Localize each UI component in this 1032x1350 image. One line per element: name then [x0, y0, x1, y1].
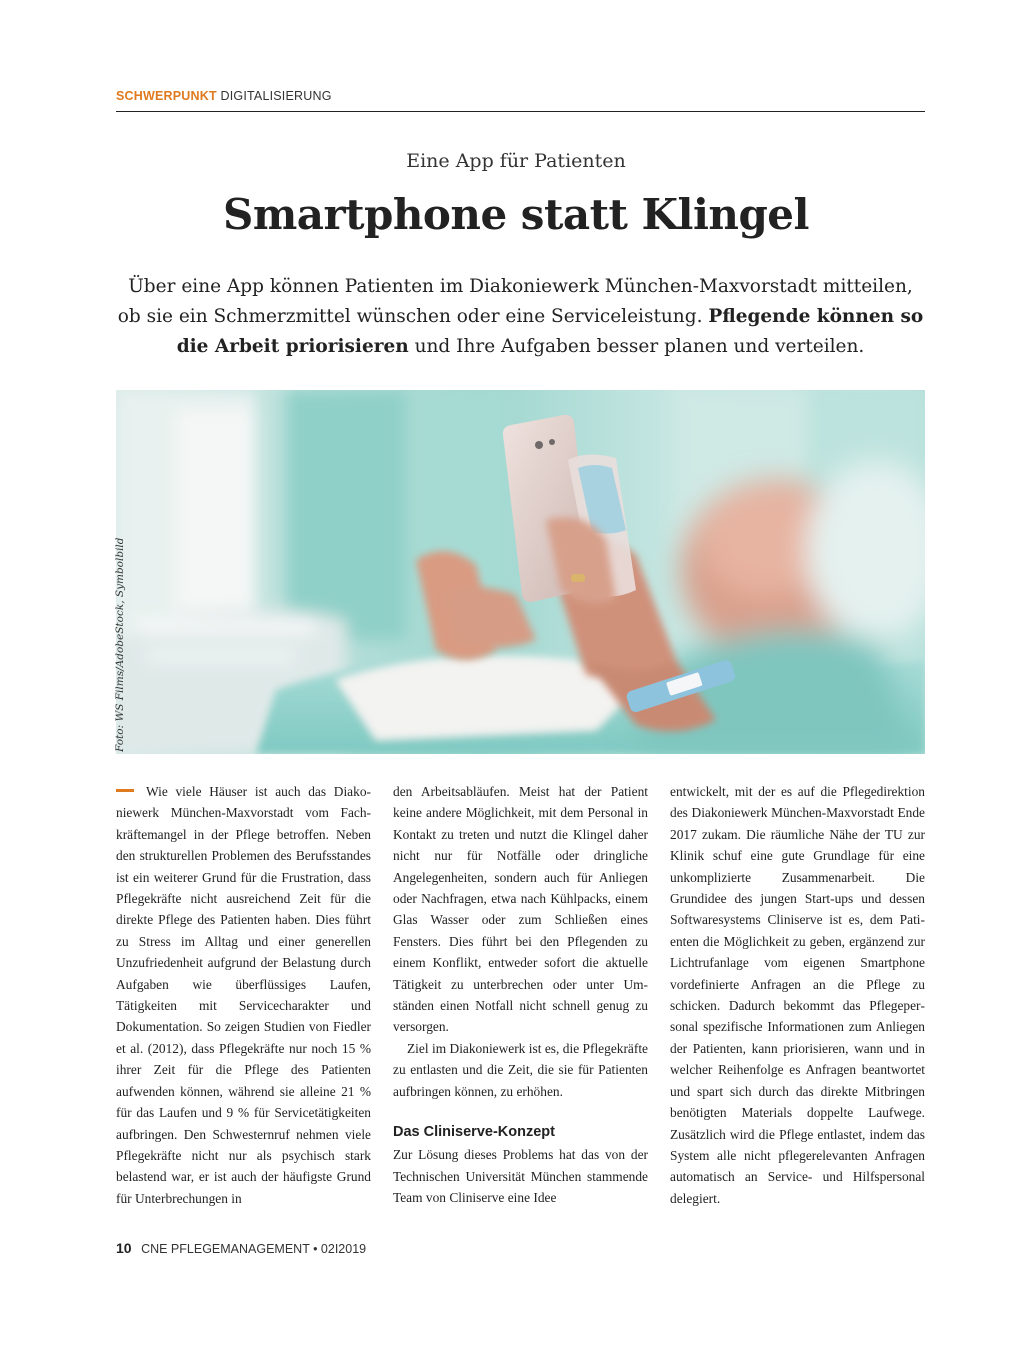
- section-topic: DIGITALISIERUNG: [220, 89, 332, 103]
- lead-text-end: und Ihre Aufgaben besser planen und verteilen.: [414, 336, 865, 357]
- body-text: Wie viele Häuser ist auch das Diakoniewerk München-Maxvorstadt vom Fachkräftemangel in der Pflege betroffen. Neben den strukturellen Problemen des Berufsstandes ist ein weiterer Grund für die Frustration, dass Pflegekräfte nicht ausreichend Zeit für die direkte Pflege des Patienten haben. Dies führt zu Stress im Alltag und einer generellen Unzufriedenheit aufgrund der Belastung durch Aufgaben wie überflüssiges Laufen, Tätigkeiten mit Servicecharakter und Dokumentation. So zeigen Studien von Fiedler et al. (2012), dass Pflegekräfte nur noch 15 % ihrer Zeit für die Pflege des Patienten aufwenden können, während sie alleine 21 % für das Laufen und 9 % für Servicetätigkeiten aufbringen. Den Schwesternruf nehmen viele Pflegekräfte nicht nur als psychisch stark belastend war, er ist auch der häufigste Grund für Unterbrechungen in: [116, 784, 371, 1206]
- section-subheading: Das Cliniserve-Konzept: [393, 1124, 555, 1141]
- section-label: SCHWERPUNKT: [116, 89, 217, 103]
- article-photo: [116, 390, 925, 754]
- page-number: 10: [116, 1240, 132, 1256]
- body-paragraph: [116, 781, 371, 1209]
- body-column-1: [116, 781, 371, 1209]
- body-paragraph: den Arbeitsabläufen. Meist hat der Patient keine andere Möglichkeit, mit dem Personal in Kontakt zu treten und nutzt die Klingel daher nicht nur für Notfälle oder dringliche Angelegenheiten, sondern auch für Anliegen oder Nachfragen, etwa nach Kühlpacks, einem Glas Wasser oder zum Schließen eines Fensters. Dies führt bei den Pflegenden zu einem Konflikt, entweder sofort die aktuelle Tätigkeit zu unterbrechen oder unter Umständen einen Notfall nicht schnell genug zu versorgen.: [393, 784, 648, 1035]
- article-title: Smartphone statt Klingel: [223, 190, 809, 239]
- section-header: [116, 89, 925, 112]
- body-column-3: [670, 781, 925, 1209]
- article-kicker: Eine App für Patienten: [406, 150, 626, 172]
- photo-credit: Foto: WS Films/AdobeStock, Symbolbild: [114, 537, 126, 752]
- body-paragraph: entwickelt, mit der es auf die Pflegedirektion des Diakoniewerk München-Maxvorstadt Ende 2017 zukam. Die räumliche Nähe der TU zur Klinik schuf eine gute Grundlage für eine unkomplizierte Zusammenarbeit. Die Grundidee des jungen Start-ups und dessen Softwaresystems Cliniserve ist es, dem Patienten die Möglichkeit zu geben, ergänzend zur Lichtrufanlage vom eigenen Smartphone vordefinierte Anfragen an die Pflege zu schicken. Dadurch bekommt das Pflegepersonal spezifische Informationen zum Anliegen der Patienten, kann priorisieren, wann und in welcher Reihenfolge es Anfragen beantwortet und spart sich durch das direkte Mitbringen benötigten Materials doppelte Laufwege. Zusätzlich wird die Pflege entlastet, indem das System alle nicht pflegerelevanten Anfragen automatisch an Service- und Hilfspersonal delegiert.: [670, 784, 925, 1206]
- lead-text: Über eine App können Patienten im Diakoniewerk München-Maxvorstadt mitteilen, ob sie ein Schmerzmittel wünschen oder eine Serviceleistung.: [117, 276, 913, 327]
- body-paragraph: Ziel im Diakoniewerk ist es, die Pflegekräfte zu entlasten und die Zeit, die sie für Patienten aufbringen können, zu erhöhen.: [393, 1040, 648, 1099]
- publication-name: CNE PFLEGEMANAGEMENT • 02I2019: [141, 1242, 367, 1256]
- body-column-2: [393, 781, 648, 1208]
- page-footer: [116, 1240, 366, 1256]
- orange-dash-icon: [116, 789, 134, 792]
- body-paragraph: Zur Lösung dieses Problems hat das von der Technischen Universität München stammende Team von Cliniserve eine Idee: [393, 1147, 648, 1205]
- lead-emphasis: Pflegende können so die Arbeit priorisieren: [176, 306, 924, 357]
- article-lead: [116, 272, 925, 362]
